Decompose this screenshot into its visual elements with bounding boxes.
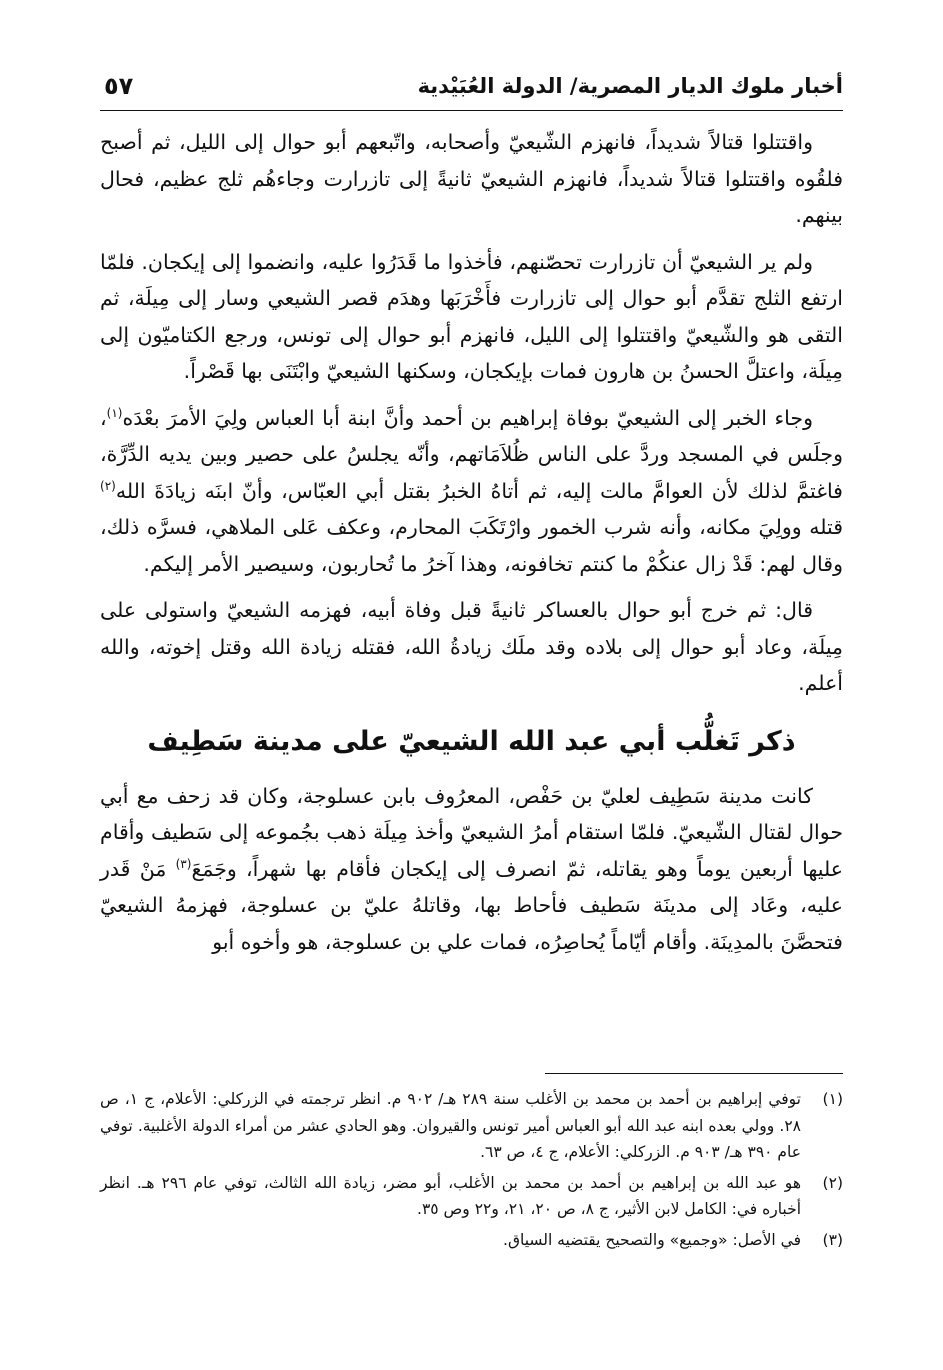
footnote-number: (١) — [822, 1090, 843, 1108]
footnote-divider — [545, 1073, 843, 1074]
section-paragraph-part-a: كانت مدينة سَطِيف لعليّ بن حَفْص، المعرُوف بابن عسلوجة، وكان قد زحف مع أبي حوال لقتال الشّيعيّ. فلمّا استقام أمرُ الشيعيّ وأخذ مِيلَة ذهب بجُموعه إلى سَطيف وأقام عليها أربعين يوماً وهو يقاتله، ثمّ انصرف إلى إيكجان فأقام بها شهراً، وجَمَعَ — [100, 783, 843, 881]
main-text — [100, 124, 843, 970]
running-title: أخبار ملوك الديار المصرية/ الدولة العُبَيْدية — [417, 74, 843, 98]
footnotes — [100, 1086, 843, 1257]
paragraph-3 — [100, 400, 843, 583]
footnote-1 — [100, 1086, 843, 1166]
section-heading: ذكر تَغلُّب أبي عبد الله الشيعيّ على مدينة سَطِيف — [147, 725, 796, 757]
footnote-text: في الأصل: «وجميع» والتصحيح يقتضيه السياق. — [503, 1230, 801, 1249]
footnote-number: (٣) — [822, 1230, 843, 1249]
paragraph-3-part-a: وجاء الخبر إلى الشيعيّ بوفاة إبراهيم بن أحمد وأنَّ ابنة أبا العباس ولِيَ الأمرَ بعْدَه — [122, 405, 813, 430]
footnote-2 — [100, 1170, 843, 1223]
footnote-text: هو عبد الله بن إبراهيم بن أحمد بن محمد بن الأغلب، أبو مضر، زيادة الله الثالث، توفي عام ٢٩٦ هـ. انظر أخباره في: الكامل لابن الأثير، ج ٨، ص ٢٠، ٢١، و٢٢ وص ٣٥. — [100, 1173, 801, 1218]
paragraph-4: قال: ثم خرج أبو حوال بالعساكر ثانيةً قبل وفاة أبيه، فهزمه الشيعيّ واستولى على مِيلَة، وعاد أبو حوال إلى بلاده وقد ملَك زيادةُ الله، فقتله زيادة الله وقتل إخوته، والله أعلم. — [100, 598, 843, 695]
section-paragraph-part-b: مَنْ قَدر عليه، وعَاد إلى مدينَة سَطيف فأحاط بها، وقاتلهُ عليّ بن عسلوجة، فهزمهُ الشيعيّ فتحصَّنَ بالمدِينَة. وأقام أيّاماً يُحاصِرُه، فمات علي بن عسلوجة، هو وأخوه أبو — [100, 856, 843, 954]
footnote-ref-3[interactable]: (٣) — [175, 856, 192, 871]
paragraph-3-part-c: قتله وولِيَ مكانه، وأنه شرب الخمور وارْتَكَبَ المحارم، وعكف عَلى الملاهي، فسرَّه ذلك، وقال لهم: قَدْ زال عنكُمْ ما كنتم تخافونه، وهذا آخرُ ما تُحاربون، وسيصير الأمر إليكم. — [100, 515, 843, 576]
footnote-number: (٢) — [822, 1173, 843, 1192]
footnote-ref-2[interactable]: (٢) — [100, 478, 116, 493]
page-number: ٥٧ — [104, 72, 134, 100]
footnote-ref-1[interactable]: (١) — [106, 405, 123, 420]
section-paragraph — [100, 778, 843, 961]
footnote-text: توفي إبراهيم بن أحمد بن محمد بن الأغلب سنة ٢٨٩ هـ/ ٩٠٢ م. انظر ترجمته في الزركلي: الأعلام، ج ١، ص ٢٨. وولي بعده ابنه عبد الله أبو العباس أمير تونس والقيروان. وهو الحادي عشر من أمراء الدولة الأغلبية. توفي عام ٣٩٠ هـ/ ٩٠٣ م. الزركلي: الأعلام، ج ٤، ص ٦٣. — [100, 1090, 801, 1161]
page-header — [100, 70, 843, 111]
footnote-3 — [100, 1227, 843, 1254]
paragraph-3-part-b: ، وجلَس في المسجد وردَّ على الناس ظُلاَمَاتهم، وأنّه يجلسُ على حصير وبين يديه الدِّرَّة، فاغتمَّ لذلك لأن العوامَّ مالت إليه، ثم أتاهُ الخبرُ بقتل أبي العبّاس، وأنّ ابنَه زيادَةَ الله — [100, 405, 843, 503]
paragraph-1: واقتتلوا قتالاً شديداً، فانهزم الشّيعيّ وأصحابه، واتّبعهم أبو حوال إلى الليل، ثم أصبح فلقُوه واقتتلوا قتالاً شديداً، فانهزم الشيعيّ ثانيةً إلى تازرارت وجاءهُم ثلج عظيم، فحال بينهم. — [100, 130, 843, 227]
paragraph-2: ولم ير الشيعيّ أن تازرارت تحصّنهم، فأخذوا ما قَدَرُوا عليه، وانضموا إلى إيكجان. فلمّا ارتفع الثلج تقدَّم أبو حوال إلى تازرارت فأَخْرَبَها وهدَم قصر الشيعي وسار إلى مِيلَة، ثم التقى هو والشّيعيّ واقتتلوا إلى الليل، فانهزم أبو حوال إلى تونس، ورجع الكتاميّون إلى مِيلَة، واعتلَّ الحسنُ بن هارون فمات بإيكجان، وسكنها الشيعيّ وابْتَنَى بها قَصْراً. — [100, 249, 843, 383]
